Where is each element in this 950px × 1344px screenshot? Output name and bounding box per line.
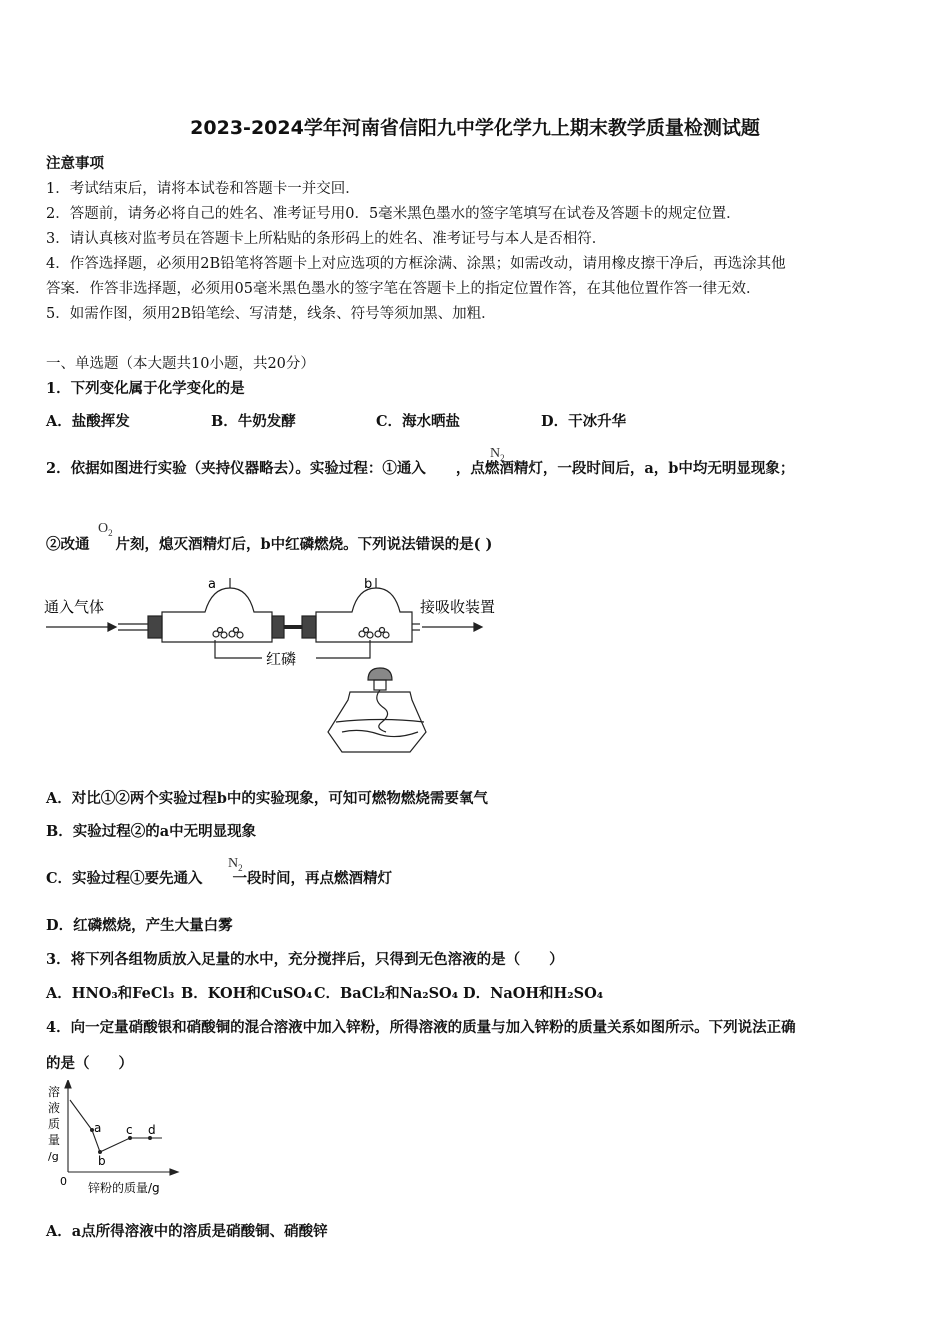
q1-option-b: B．牛奶发酵: [211, 413, 296, 430]
q3-option-a: A．HNO₃和FeCl₃: [46, 985, 175, 1002]
graph-ylabel-3: 质: [48, 1117, 61, 1131]
q3-option-c: C．BaCl₂和Na₂SO₄: [314, 985, 459, 1002]
q2-stem-a: 2．依据如图进行实验（夹持仪器略去）。实验过程：①通入: [46, 460, 426, 477]
notice-item-4-cont: 答案．作答非选择题，必须用05毫米黑色墨水的签字笔在答题卡上的指定位置作答，在其他位置作答一律无效．: [46, 281, 761, 297]
graph-ylabel-1: 溶: [48, 1085, 61, 1099]
q2-option-c: [46, 867, 392, 888]
q2-option-c-a: C．实验过程①要先通入: [46, 870, 203, 887]
notice-item-2: 2．答题前，请务必将自己的姓名、准考证号用0．5毫米黑色墨水的签字笔填写在试卷及答题卡的规定位置．: [46, 206, 741, 222]
q2-option-b: B．实验过程②的a中无明显现象: [46, 823, 257, 840]
section-heading: 一、单选题（本大题共10小题，共20分）: [46, 356, 315, 372]
q2-option-c-n2: $N_2$: [228, 856, 243, 873]
right-stopper: [302, 616, 316, 638]
q2-n2-formula: $N_2$: [490, 446, 505, 463]
q4-graph: [44, 1080, 184, 1198]
q2-option-a: A．对比①②两个实验过程b中的实验现象，可知可燃物燃烧需要氧气: [46, 790, 488, 807]
q2-stem-d: 片刻，熄灭酒精灯后，b中红磷燃烧。下列说法错误的是( ): [115, 536, 493, 553]
q2-stem-line1: [46, 457, 794, 478]
graph-label-a: a: [94, 1121, 102, 1135]
left-stopper: [148, 616, 162, 638]
q1-stem: 1．下列变化属于化学变化的是: [46, 380, 245, 397]
graph-label-c: c: [126, 1123, 133, 1137]
q2-stem-c: ②改通: [46, 536, 90, 553]
graph-origin: 0: [60, 1175, 67, 1188]
q2-stem-b: ，点燃酒精灯，一段时间后，a，b中均无明显现象；: [455, 460, 795, 477]
graph-ylabel-4: 量: [48, 1133, 61, 1147]
q2-option-c-b: 一段时间，再点燃酒精灯: [232, 870, 393, 887]
q1-option-c: C．海水晒盐: [376, 413, 461, 430]
lamp-neck: [374, 680, 386, 690]
notice-item-5: 5．如需作图，须用2B铅笔绘、写清楚，线条、符号等须加黑、加粗．: [46, 306, 496, 322]
q4-option-a: A．a点所得溶液中的溶质是硝酸铜、硝酸锌: [46, 1223, 328, 1240]
gas-in-label: 通入气体: [44, 598, 105, 616]
q3-stem: 3．将下列各组物质放入足量的水中，充分搅拌后，只得到无色溶液的是（ ）: [46, 951, 564, 968]
inlet-arrow-head: [108, 623, 116, 631]
outlet-arrow-head: [474, 623, 482, 631]
q3-option-d: D．NaOH和H₂SO₄: [463, 985, 604, 1002]
notice-item-1: 1．考试结束后，请将本试卷和答题卡一并交回．: [46, 181, 360, 197]
absorb-label: 接吸收装置: [420, 598, 496, 616]
graph-xlabel: 锌粉的质量/g: [88, 1181, 160, 1195]
q2-apparatus-figure: [40, 572, 520, 762]
q4-stem-line1: 4．向一定量硝酸银和硝酸铜的混合溶液中加入锌粉，所得溶液的质量与加入锌粉的质量关系如图所示。下列说法正确: [46, 1019, 796, 1036]
notice-item-4: 4．作答选择题，必须用2B铅笔将答题卡上对应选项的方框涂满、涂黑；如需改动，请用橡皮擦干净后，再选涂其他: [46, 256, 786, 272]
q1-option-d: D．干冰升华: [541, 413, 627, 430]
q1-option-a: A．盐酸挥发: [46, 413, 130, 430]
graph-label-b: b: [98, 1154, 106, 1168]
lamp-cap: [368, 668, 392, 680]
q2-o2-formula: $O_2$: [98, 521, 113, 538]
q2-stem-line2: [46, 533, 492, 554]
red-phosphorus-label: 红磷: [266, 650, 297, 668]
graph-label-d: d: [148, 1123, 156, 1137]
tube-b-label: b: [364, 577, 373, 592]
graph-ylabel-5: /g: [48, 1150, 59, 1163]
q2-option-d: D．红磷燃烧，产生大量白雾: [46, 917, 233, 934]
notice-heading: 注意事项: [46, 155, 104, 172]
tube-a-label: a: [208, 577, 216, 592]
q4-stem-line2: 的是（ ）: [46, 1055, 133, 1072]
page-title: 2023-2024学年河南省信阳九中学化学九上期末教学质量检测试题: [190, 117, 760, 139]
q3-option-b: B．KOH和CuSO₄: [181, 985, 313, 1002]
graph-ylabel-2: 液: [48, 1101, 61, 1115]
left-tube-bulb: [162, 588, 272, 642]
right-tube-bulb: [316, 588, 412, 642]
notice-item-3: 3．请认真核对监考员在答题卡上所粘贴的条形码上的姓名、准考证号与本人是否相符．: [46, 231, 607, 247]
